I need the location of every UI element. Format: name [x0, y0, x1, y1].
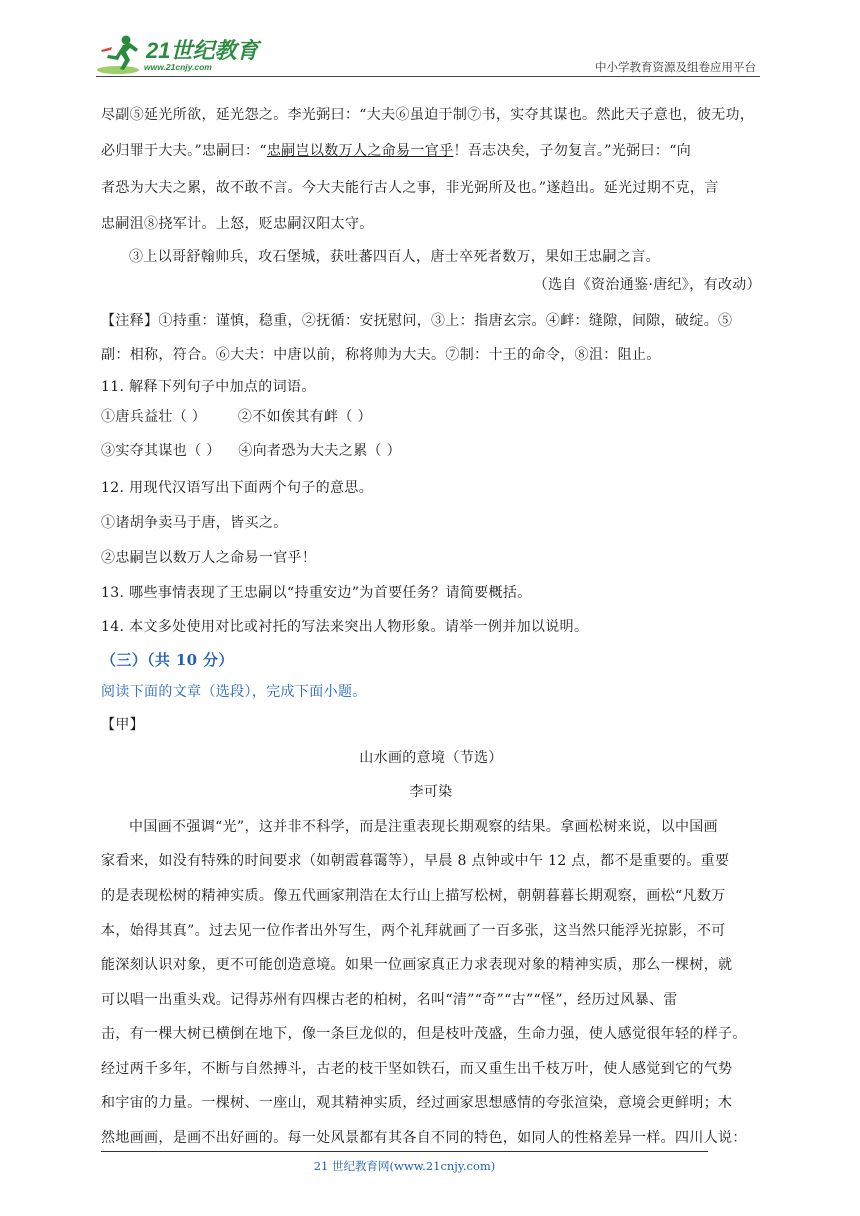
footer-text: 21 世纪教育网(www.21cnjy.com)	[313, 1159, 496, 1173]
logo-text: 21世纪教育	[146, 38, 259, 63]
article-title: 山水画的意境（节选）	[359, 750, 503, 766]
passage-line: 尽副⑤延光所欲，延光怨之。李光弼曰：“大夫⑥虽迫于制⑦书，实夺其谋也。然此天子意也，彼无功，	[101, 107, 755, 123]
question-12: 12. 用现代汉语写出下面两个句子的意思。	[101, 480, 374, 496]
footer-divider	[101, 1151, 708, 1152]
article-line: 然地画画，是画不出好画的。每一处风景都有其各自不同的特色，如同人的性格差异一样。四川人说：	[101, 1130, 747, 1146]
article-line: 本，始得其真”。过去见一位作者出外写生，两个礼拜就画了一百多张，这当然只能浮光掠影，不可	[101, 923, 726, 939]
logo-url: www.21cnjy.com	[144, 62, 212, 72]
platform-name: 中小学教育资源及组卷应用平台	[595, 60, 756, 74]
passage-label-jia: 【甲】	[101, 717, 145, 733]
article-line: 家看来，如没有特殊的时间要求（如朝霞暮霭等），早晨 8 点钟或中午 12 点，都不是重要的。重要	[101, 853, 730, 869]
section-3-title: （三）（共 10 分）	[101, 651, 234, 669]
header-divider	[96, 76, 760, 77]
article-author: 李可染	[409, 784, 453, 800]
article-line: 经过两千多年，不断与自然搏斗，古老的枝干坚如铁石，而又重生出千枝万叶，使人感觉到它的气势	[101, 1061, 733, 1077]
question-12-a: ①诸胡争卖马于唐，皆买之。	[101, 515, 288, 531]
article-line: 和宇宙的力量。一棵树、一座山，观其精神实质，经过画家思想感情的夸张渲染，意境会更鲜明；木	[101, 1095, 733, 1111]
dotted-word: 俟	[280, 409, 296, 425]
question-13: 13. 哪些事情表现了王忠嗣以“持重安边”为首要任务？请简要概括。	[101, 585, 532, 601]
underlined-sentence: 忠嗣岂以数万人之命易一官乎	[266, 143, 454, 159]
annotation-line: 副：相称，符合。⑥大夫：中唐以前，称将帅为大夫。⑦制：十王的命令，⑧沮：阻止。	[101, 347, 661, 363]
passage-line: 必归罪于大夫。”忠嗣曰：“忠嗣岂以数万人之命易一官乎！吾志决矣，子勿复言。”光弼曰：“向	[101, 143, 692, 159]
question-11: 11. 解释下列句子中加点的词语。	[101, 379, 316, 395]
passage-line: 忠嗣沮⑧挠军计。上怒，贬忠嗣汉阳太守。	[101, 216, 374, 232]
page-header	[96, 32, 760, 78]
article-line: 击，有一棵大树已横倒在地下，像一条巨龙似的，但是枝叶茂盛，生命力强，使人感觉很年轻的样子。	[101, 1026, 747, 1042]
article-line: 能深刻认识对象，更不可能创造意境。如果一位画家真正力求表现对象的精神实质，那么一棵树，就	[101, 957, 733, 973]
passage-source: （选自《资治通鉴·唐纪》，有改动）	[533, 277, 761, 293]
question-14: 14. 本文多处使用对比或衬托的写法来突出人物形象。请举一例并加以说明。	[101, 619, 589, 635]
passage-paragraph-3: ③上以哥舒翰帅兵，攻石堡城，获吐蕃四百人，唐士卒死者数万，果如王忠嗣之言。	[129, 249, 660, 265]
question-11-items-row2: ③实夺其谋也（ ） ④向者恐为大夫之累（ ）	[101, 443, 401, 459]
article-line: 可以唱一出重头戏。记得苏州有四棵古老的柏树，名叫“清”“奇”“古”“怪”，经历过风暴、雷	[101, 992, 678, 1008]
dotted-word: 向	[252, 443, 267, 459]
article-line: 中国画不强调“光”，这并非不科学，而是注重表现长期观察的结果。拿画松树来说，以中国画	[129, 819, 719, 835]
article-line: 的是表现松树的精神实质。像五代画家荆浩在太行山上描写松树，朝朝暮暮长期观察，画松“凡数万	[101, 888, 726, 904]
dotted-word: 益	[144, 409, 159, 425]
dotted-word: 夺	[129, 443, 145, 459]
passage-line: 者恐为大夫之累，故不敢不言。今大夫能行古人之事，非光弼所及也。”遂趋出。延光过期不克，言	[101, 180, 719, 196]
annotation-line: 【注释】①持重：谨慎，稳重，②抚循：安抚慰问，③上：指唐玄宗。④衅：缝隙，间隙，破绽。⑤	[101, 313, 733, 329]
question-11-items-row1: ①唐兵益壮（ ） ②不如俟其有衅（ ）	[101, 409, 372, 425]
section-3-instruction: 阅读下面的文章（选段），完成下面小题。	[101, 684, 367, 700]
question-12-b: ②忠嗣岂以数万人之命易一官乎！	[101, 550, 317, 566]
